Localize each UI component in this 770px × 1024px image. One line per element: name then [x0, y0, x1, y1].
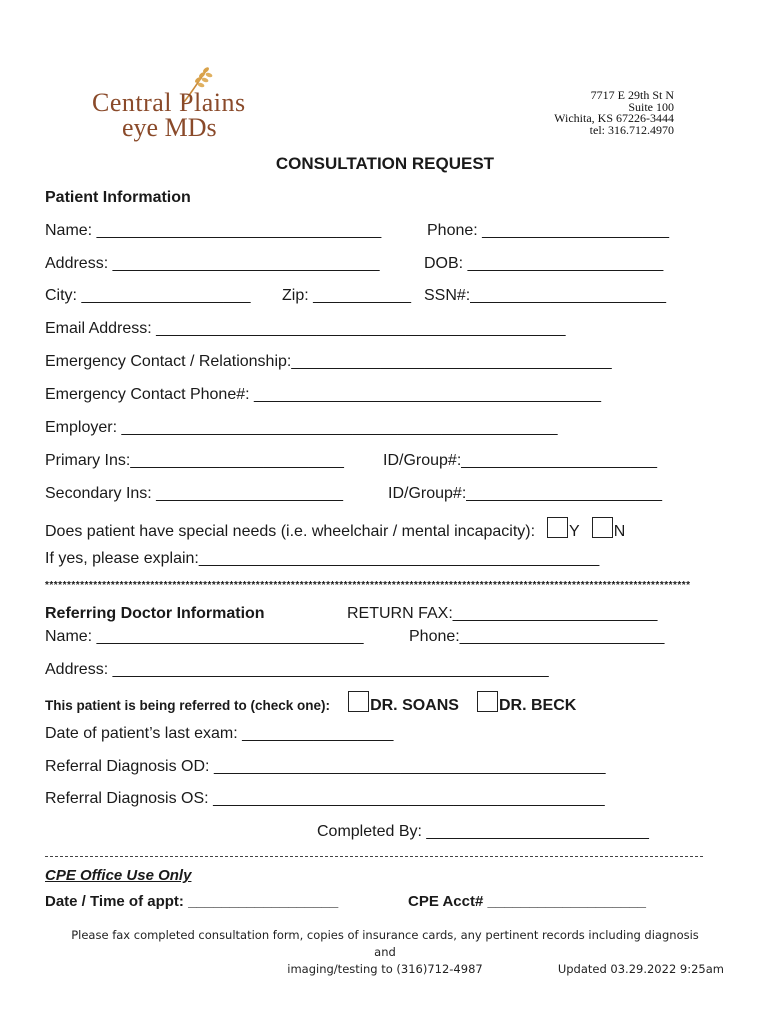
updated-date: Updated 03.29.2022 9:25am [557, 962, 724, 976]
address-phone: tel: 316.712.4970 [589, 122, 674, 137]
secondary-ins-field[interactable]: Secondary Ins: _____________________ [45, 485, 344, 502]
referring-phone-field[interactable]: Phone:_______________________ [409, 628, 665, 645]
patient-address-field[interactable]: Address: ______________________________ [45, 255, 380, 272]
appt-time-field[interactable]: Date / Time of appt: __________________ [45, 893, 339, 910]
last-exam-field[interactable]: Date of patient’s last exam: _________________ [45, 725, 394, 742]
special-needs-row [45, 517, 625, 541]
patient-dob-field[interactable]: DOB: ______________________ [424, 255, 664, 272]
special-needs-explain-field[interactable]: If yes, please explain:_____________________________________________ [45, 550, 600, 567]
patient-zip-field[interactable]: Zip: ___________ [282, 287, 411, 304]
emergency-phone-field[interactable]: Emergency Contact Phone#: _______________________________________ [45, 386, 602, 403]
special-needs-question: Does patient have special needs (i.e. wheelchair / mental incapacity): [45, 523, 536, 540]
referred-to-label: This patient is being referred to (check one): [45, 698, 331, 713]
referred-to-row [45, 691, 576, 715]
patient-phone-field[interactable]: Phone: _____________________ [427, 222, 670, 239]
referring-address-field[interactable]: Address: _________________________________________________ [45, 661, 549, 678]
referring-doctor-heading: Referring Doctor Information [45, 605, 265, 622]
yes-label: Y [569, 523, 580, 540]
special-needs-no-checkbox[interactable] [592, 517, 613, 538]
cpe-acct-field[interactable]: CPE Acct# ___________________ [408, 893, 646, 910]
return-fax-field[interactable]: RETURN FAX:_______________________ [347, 605, 658, 622]
logo-name-line2: eye MDs [122, 113, 217, 142]
patient-info-heading: Patient Information [45, 189, 191, 206]
dr-beck-checkbox[interactable] [477, 691, 498, 712]
special-needs-yes-checkbox[interactable] [547, 517, 568, 538]
dr-beck-label: DR. BECK [498, 697, 577, 714]
logo-name-line1: Central Plains [92, 88, 246, 117]
no-label: N [613, 523, 626, 540]
clinic-address [554, 90, 674, 136]
primary-ins-field[interactable]: Primary Ins:________________________ [45, 452, 344, 469]
patient-city-field[interactable]: City: ___________________ [45, 287, 251, 304]
patient-email-field[interactable]: Email Address: ______________________________________________ [45, 320, 566, 337]
patient-ssn-field[interactable]: SSN#:______________________ [424, 287, 667, 304]
clinic-logo [92, 64, 292, 144]
fax-instructions-line2: imaging/testing to (316)712-4987 [287, 962, 483, 976]
address-suite: Suite 100 [628, 99, 674, 114]
form-title: CONSULTATION REQUEST [275, 154, 495, 173]
secondary-id-field[interactable]: ID/Group#:______________________ [388, 485, 663, 502]
emergency-contact-field[interactable]: Emergency Contact / Relationship:____________________________________ [45, 353, 612, 370]
address-city: Wichita, KS 67226-3444 [554, 111, 674, 125]
office-use-heading: CPE Office Use Only [45, 867, 192, 884]
dr-soans-label: DR. SOANS [370, 697, 459, 714]
section-separator: *************************************************************************************************************************************************** [45, 580, 691, 591]
diagnosis-os-field[interactable]: Referral Diagnosis OS: ____________________________________________ [45, 790, 605, 807]
primary-id-field[interactable]: ID/Group#:______________________ [383, 452, 658, 469]
patient-name-field[interactable]: Name: ________________________________ [45, 222, 382, 239]
referring-name-field[interactable]: Name: ______________________________ [45, 628, 364, 645]
diagnosis-od-field[interactable]: Referral Diagnosis OD: ____________________________________________ [45, 758, 606, 775]
employer-field[interactable]: Employer: _________________________________________________ [45, 419, 558, 436]
address-street: 7717 E 29th St N [590, 88, 674, 102]
dr-soans-checkbox[interactable] [348, 691, 369, 712]
office-divider [45, 856, 703, 857]
completed-by-field[interactable]: Completed By: _________________________ [317, 823, 649, 840]
fax-instructions-line1: Please fax completed consultation form, copies of insurance cards, any pertinent records including diagnosis and [71, 928, 699, 959]
